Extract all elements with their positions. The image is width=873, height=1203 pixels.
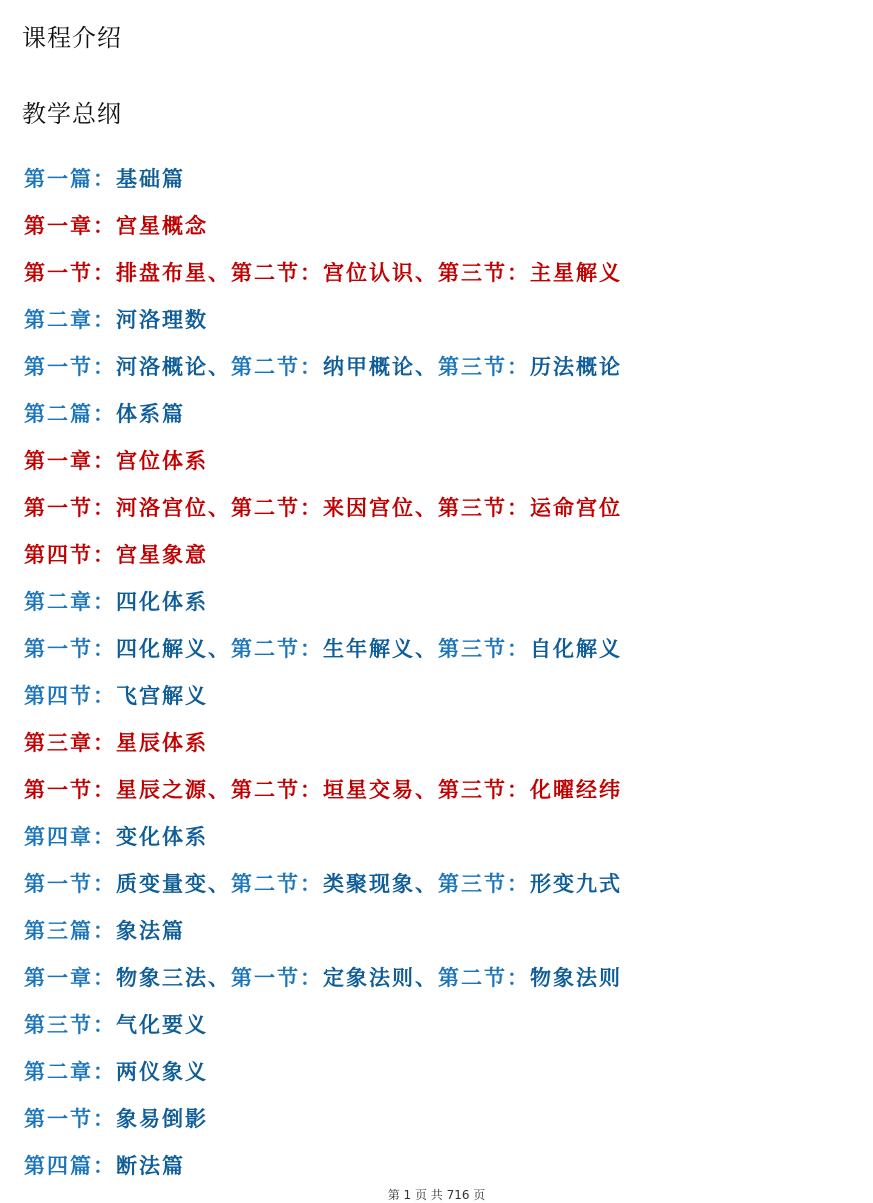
outline-text: 基础篇 <box>116 166 185 191</box>
outline-text: 宫星象意 <box>116 542 208 567</box>
outline-label: 第二节： <box>231 871 323 896</box>
outline-line <box>24 959 622 1006</box>
outline-text: 河洛理数 <box>116 307 208 332</box>
outline-text: 类聚现象、 <box>323 871 438 896</box>
outline-label: 第二节： <box>231 777 323 802</box>
outline-label: 第二节： <box>438 965 530 990</box>
outline-text: 垣星交易、 <box>323 777 438 802</box>
outline-text: 排盘布星、 <box>116 260 231 285</box>
outline-line <box>24 1006 622 1053</box>
outline-label: 第二章： <box>24 1059 116 1084</box>
outline-line <box>24 301 622 348</box>
outline-line <box>24 1053 622 1100</box>
outline-label: 第四篇： <box>24 1153 116 1178</box>
outline-text: 生年解义、 <box>323 636 438 661</box>
outline-label: 第三节： <box>24 1012 116 1037</box>
section-title: 教学总纲 <box>22 100 122 128</box>
outline-text: 自化解义 <box>530 636 622 661</box>
outline-label: 第四节： <box>24 683 116 708</box>
outline-text: 河洛宫位、 <box>116 495 231 520</box>
outline-label: 第三篇： <box>24 918 116 943</box>
outline-text: 定象法则、 <box>323 965 438 990</box>
outline-line <box>24 865 622 912</box>
outline-text: 主星解义 <box>530 260 622 285</box>
outline-text: 形变九式 <box>530 871 622 896</box>
outline-text: 历法概论 <box>530 354 622 379</box>
outline-label: 第二章： <box>24 589 116 614</box>
outline-text: 断法篇 <box>116 1153 185 1178</box>
course-outline <box>24 160 622 1194</box>
outline-label: 第一章： <box>24 965 116 990</box>
outline-text: 纳甲概论、 <box>323 354 438 379</box>
outline-line <box>24 583 622 630</box>
outline-text: 四化解义、 <box>116 636 231 661</box>
page-footer: 第 1 页 共 716 页 <box>387 1188 486 1202</box>
outline-text: 象易倒影 <box>116 1106 208 1131</box>
outline-text: 气化要义 <box>116 1012 208 1037</box>
outline-line <box>24 630 622 677</box>
outline-label: 第二节： <box>231 636 323 661</box>
outline-label: 第三节： <box>438 636 530 661</box>
outline-text: 宫星概念 <box>116 213 208 238</box>
outline-text: 体系篇 <box>116 401 185 426</box>
outline-text: 质变量变、 <box>116 871 231 896</box>
outline-line <box>24 348 622 395</box>
outline-line <box>24 160 622 207</box>
page-title: 课程介绍 <box>22 24 122 52</box>
outline-label: 第二章： <box>24 307 116 332</box>
outline-label: 第一节： <box>24 871 116 896</box>
outline-line <box>24 912 622 959</box>
outline-text: 宫位认识、 <box>323 260 438 285</box>
outline-line <box>24 207 622 254</box>
outline-line <box>24 677 622 724</box>
outline-text: 变化体系 <box>116 824 208 849</box>
outline-label: 第二节： <box>231 354 323 379</box>
outline-text: 星辰之源、 <box>116 777 231 802</box>
outline-label: 第一节： <box>24 260 116 285</box>
outline-label: 第一章： <box>24 448 116 473</box>
outline-text: 物象三法、 <box>116 965 231 990</box>
outline-text: 化曜经纬 <box>530 777 622 802</box>
outline-text: 物象法则 <box>530 965 622 990</box>
outline-label: 第一节： <box>231 965 323 990</box>
outline-line <box>24 254 622 301</box>
outline-label: 第一篇： <box>24 166 116 191</box>
outline-text: 两仪象义 <box>116 1059 208 1084</box>
outline-text: 来因宫位、 <box>323 495 438 520</box>
outline-label: 第三节： <box>438 354 530 379</box>
outline-line <box>24 818 622 865</box>
outline-line <box>24 1100 622 1147</box>
outline-text: 象法篇 <box>116 918 185 943</box>
outline-line <box>24 536 622 583</box>
outline-line <box>24 442 622 489</box>
outline-label: 第一节： <box>24 495 116 520</box>
outline-label: 第二篇： <box>24 401 116 426</box>
outline-label: 第三章： <box>24 730 116 755</box>
outline-label: 第一章： <box>24 213 116 238</box>
outline-line <box>24 489 622 536</box>
outline-text: 运命宫位 <box>530 495 622 520</box>
outline-line <box>24 771 622 818</box>
outline-text: 四化体系 <box>116 589 208 614</box>
outline-label: 第三节： <box>438 871 530 896</box>
outline-label: 第四节： <box>24 542 116 567</box>
outline-label: 第一节： <box>24 354 116 379</box>
outline-text: 河洛概论、 <box>116 354 231 379</box>
outline-label: 第一节： <box>24 777 116 802</box>
outline-label: 第二节： <box>231 260 323 285</box>
outline-text: 宫位体系 <box>116 448 208 473</box>
outline-label: 第三节： <box>438 495 530 520</box>
outline-label: 第三节： <box>438 260 530 285</box>
outline-label: 第四章： <box>24 824 116 849</box>
outline-label: 第一节： <box>24 636 116 661</box>
outline-text: 飞宫解义 <box>116 683 208 708</box>
outline-label: 第三节： <box>438 777 530 802</box>
outline-text: 星辰体系 <box>116 730 208 755</box>
outline-label: 第一节： <box>24 1106 116 1131</box>
outline-label: 第二节： <box>231 495 323 520</box>
outline-line <box>24 395 622 442</box>
outline-line <box>24 724 622 771</box>
